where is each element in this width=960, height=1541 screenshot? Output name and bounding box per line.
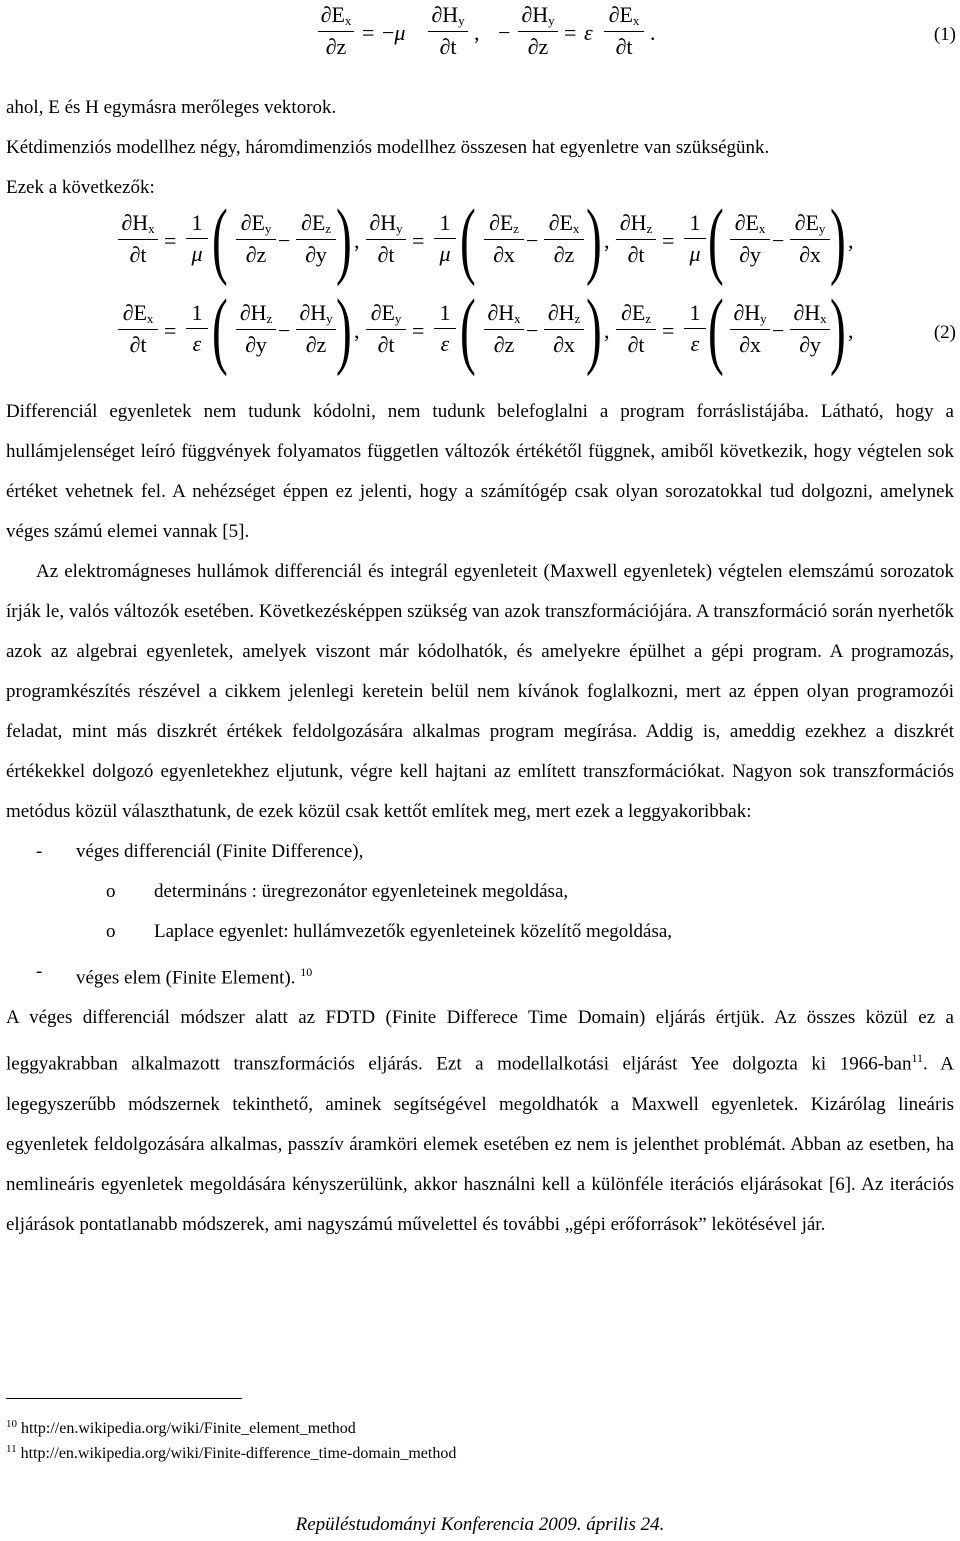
fraction: $\partial H_x$ ∂t xyxy=(118,210,158,268)
fraction: $\partial H_y$ ∂z xyxy=(296,300,336,358)
paragraph-text: . A legegyszerűbb módszernek tekinthető, aminek segítségével megoldhatók a Maxwell egyenletek. Kizárólag lineáris egyenletek feldolgozására alkalmas, passzív áramköri elemek esetében ez nem is jelenthet problémát. Abban az esetben, ha nemlineáris egyenletek megoldására kényszerülünk, akkor használni kell a különféle iterációs eljárásokat [6]. Az iterációs eljárások pontatlanabb módszerek, ami nagyszámú művelettel és további „gépi erőforrások” lekötésével jár. xyxy=(6,1053,954,1235)
fraction: 1 μ xyxy=(434,210,456,267)
comma: , xyxy=(474,20,480,45)
minus-sign: − xyxy=(772,228,785,253)
text-block-intro xyxy=(6,88,954,208)
equation-number: (2) xyxy=(933,322,956,343)
right-paren: ) xyxy=(336,281,352,377)
epsilon: ε xyxy=(584,20,593,45)
fraction: $\partial H_x$ ∂z xyxy=(484,300,524,358)
left-paren: ( xyxy=(212,281,228,377)
fraction: $\partial E_x$ ∂z xyxy=(318,2,354,60)
footnote-link[interactable]: http://en.wikipedia.org/wiki/Finite-difference_time-domain_method xyxy=(20,1445,457,1462)
comma: , xyxy=(354,318,360,343)
equation-number: (1) xyxy=(933,24,956,45)
footnote xyxy=(6,1443,456,1463)
list-item xyxy=(6,952,954,998)
fraction: $\partial E_z$ ∂t xyxy=(616,300,656,358)
fraction: $\partial E_y$ ∂z xyxy=(236,210,276,268)
fraction: $\partial E_x$ ∂z xyxy=(544,210,584,268)
equals-sign: = xyxy=(164,228,177,253)
right-paren: ) xyxy=(336,191,352,287)
comma: , xyxy=(354,228,360,253)
paragraph: ahol, E és H egymásra merőleges vektorok. xyxy=(6,97,337,118)
list-item-text: Laplace egyenlet: hullámvezetők egyenleteinek közelítő megoldása, xyxy=(154,921,673,942)
right-paren: ) xyxy=(830,191,846,287)
text-block-main xyxy=(6,392,954,1245)
fraction: $\partial H_z$ ∂x xyxy=(544,300,584,358)
footnote-ref: 11 xyxy=(911,1051,924,1066)
fraction: $\partial E_x$ ∂t xyxy=(118,300,158,358)
paragraph: Kétdimenziós modellhez négy, háromdimenziós modellhez összesen hat egyenletre van szükségünk. xyxy=(6,137,770,158)
fraction: $\partial H_y$ ∂t xyxy=(428,2,468,60)
list-subitem xyxy=(6,912,954,952)
comma: , xyxy=(604,228,610,253)
list-item-text: determináns : üregrezonátor egyenleteinek megoldása, xyxy=(154,881,569,902)
equals-sign: = xyxy=(662,228,675,253)
right-paren: ) xyxy=(830,281,846,377)
list-item-text: véges elem (Finite Element). xyxy=(76,967,296,989)
minus-sign: − xyxy=(278,228,291,253)
paragraph: Ezek a következők: xyxy=(6,177,155,198)
comma: , xyxy=(848,228,854,253)
list-marker: - xyxy=(36,961,43,982)
minus-sign: − xyxy=(278,318,291,343)
left-paren: ( xyxy=(460,281,476,377)
footnote-link[interactable]: http://en.wikipedia.org/wiki/Finite_element_method xyxy=(21,1420,356,1437)
fraction: $\partial E_y$ ∂x xyxy=(790,210,830,268)
minus-sign: − xyxy=(526,228,539,253)
minus-sign: − xyxy=(526,318,539,343)
equals-sign: = xyxy=(412,318,425,343)
paragraph-text: A véges differenciál módszer alatt az FDTD (Finite Differece Time Domain) eljárás értjük. Az összes közül ez a leggyakrabban alkalmazott transzformációs eljárás. Ezt a modellalkotási eljárást Yee dolgozta ki 1966-ban xyxy=(6,1007,954,1075)
minus-sign: − xyxy=(772,318,785,343)
fraction: 1 ε xyxy=(684,300,706,357)
equation-1 xyxy=(0,2,960,72)
list-marker: o xyxy=(106,921,116,942)
equation-2-row-1 xyxy=(0,191,960,290)
left-paren: ( xyxy=(708,281,724,377)
fraction: $\partial E_z$ ∂x xyxy=(484,210,524,268)
minus-mu: −μ xyxy=(382,20,406,45)
list-item-text: véges differenciál (Finite Difference), xyxy=(76,841,364,862)
fraction: $\partial E_y$ ∂t xyxy=(366,300,406,358)
fraction: 1 ε xyxy=(434,300,456,357)
equals-sign: = xyxy=(362,20,375,45)
left-paren: ( xyxy=(460,191,476,287)
fraction: 1 μ xyxy=(186,210,208,267)
fraction: $\partial H_z$ ∂t xyxy=(616,210,656,268)
fraction: $\partial H_y$ ∂t xyxy=(366,210,406,268)
footnote-number: 11 xyxy=(6,1443,17,1455)
fraction: 1 μ xyxy=(684,210,706,267)
comma: , xyxy=(604,318,610,343)
list-marker: o xyxy=(106,881,116,902)
fraction: 1 ε xyxy=(186,300,208,357)
list-item xyxy=(6,832,954,872)
right-paren: ) xyxy=(586,191,602,287)
comma: , xyxy=(848,318,854,343)
footnote-ref: 10 xyxy=(300,965,313,979)
paragraph-fdtd xyxy=(6,998,954,1244)
footnote-separator xyxy=(6,1398,242,1399)
equals-sign: = xyxy=(164,318,177,343)
fraction: $\partial E_x$ ∂y xyxy=(730,210,770,268)
left-paren: ( xyxy=(708,191,724,287)
paragraph-maxwell: Az elektromágneses hullámok differenciál és integrál egyenleteit (Maxwell egyenletek) végtelen elemszámú sorozatok írják le, valós változók esetében. Következésképpen szükség van azok transzformációjára. A transzformáció során nyerhetők azok az algebrai egyenletek, amelyek viszont már kódolhatók, és amelyekre épülhet a gépi program. A programozás, programkészítés részével a cikkem jelenlegi keretein belül nem kívánok foglalkozni, mert az éppen olyan programozói feladat, mint más diszkrét értékek feldolgozására alkalmas program megírása. Addig is, ameddig ezekhez a diszkrét értékekkel dolgozó egyenletekhez eljutunk, végre kell hajtani az említett transzformációkat. Nagyon sok transzformációs metódus közül választhatunk, de ezek közül csak kettőt említek meg, mert ezek a leggyakoribbak: xyxy=(6,561,954,822)
right-paren: ) xyxy=(586,281,602,377)
minus-sign: − xyxy=(498,20,511,45)
fraction: $\partial H_x$ ∂y xyxy=(790,300,830,358)
period: . xyxy=(650,20,656,45)
fraction: $\partial H_y$ ∂x xyxy=(730,300,770,358)
list-subitem xyxy=(6,872,954,912)
fraction: $\partial E_z$ ∂y xyxy=(296,210,336,268)
footnote-number: 10 xyxy=(6,1418,17,1430)
left-paren: ( xyxy=(212,191,228,287)
equals-sign: = xyxy=(662,318,675,343)
page-footer: Repüléstudományi Konferencia 2009. április 24. xyxy=(295,1514,665,1535)
equals-sign: = xyxy=(564,20,577,45)
fraction: $\partial H_y$ ∂z xyxy=(518,2,558,60)
fraction: $\partial H_z$ ∂y xyxy=(236,300,276,358)
equation-2-row-2 xyxy=(0,281,960,380)
footnote xyxy=(6,1418,356,1438)
paragraph-differential: Differenciál egyenletek nem tudunk kódolni, nem tudunk belefoglalni a program forráslistájába. Látható, hogy a hullámjelenséget leíró függvények folyamatos független változók értékétől függnek, amiből következik, hogy végtelen sok értéket vehetnek fel. A nehézséget éppen ez jelenti, hogy a számítógép csak olyan sorozatokkal tud dolgozni, amelynek véges számú elemei vannak [5]. xyxy=(6,401,954,542)
equals-sign: = xyxy=(412,228,425,253)
list-marker: - xyxy=(36,841,43,862)
fraction: $\partial E_x$ ∂t xyxy=(604,2,644,60)
